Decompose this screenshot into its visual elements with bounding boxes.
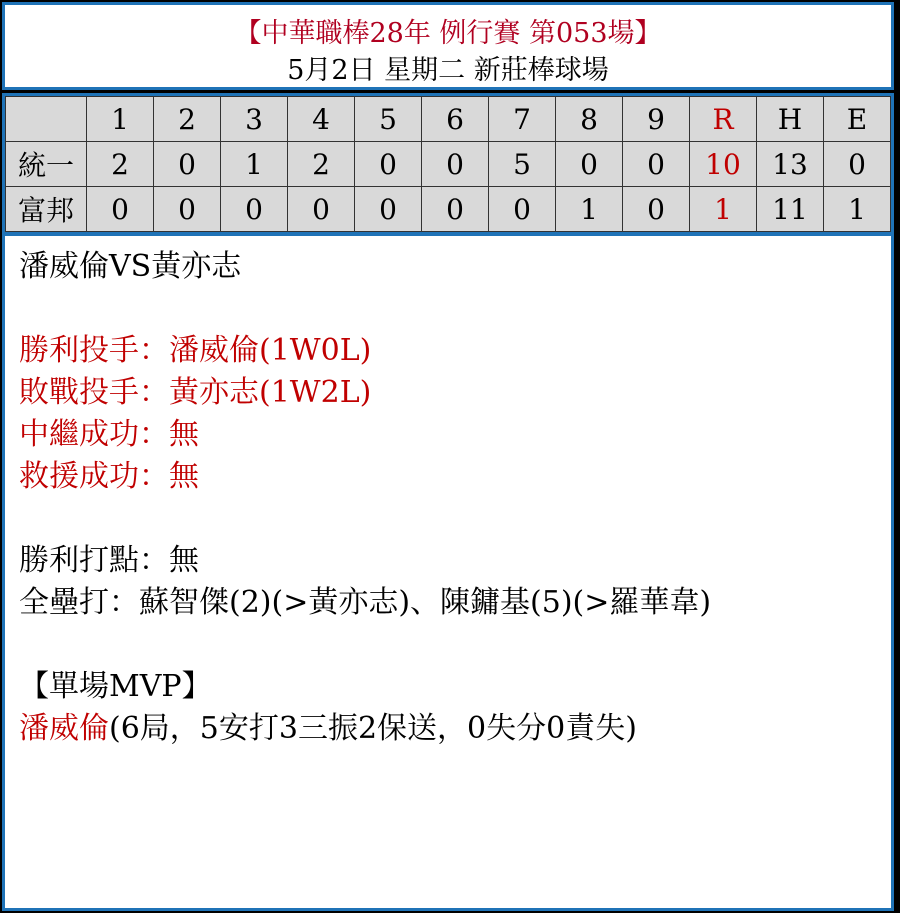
hits-header: H <box>757 97 824 142</box>
inning-score: 0 <box>623 142 690 187</box>
errors-total: 0 <box>824 142 891 187</box>
inning-score: 0 <box>422 187 489 232</box>
inning-header: 2 <box>154 97 221 142</box>
hits-total: 13 <box>757 142 824 187</box>
runs-header: R <box>690 97 757 142</box>
inning-score: 1 <box>221 142 288 187</box>
mvp-name: 潘威倫 <box>19 711 109 746</box>
inning-header: 6 <box>422 97 489 142</box>
inning-header: 5 <box>355 97 422 142</box>
errors-total: 1 <box>824 187 891 232</box>
winning-rbi: 勝利打點：無 <box>19 543 199 578</box>
inning-score: 0 <box>355 142 422 187</box>
mvp-heading: 【單場MVP】 <box>19 669 212 704</box>
inning-score: 2 <box>87 142 154 187</box>
inning-header: 3 <box>221 97 288 142</box>
loss-pitcher: 敗戰投手：黃亦志(1W2L) <box>19 375 372 410</box>
mvp-line <box>19 708 877 750</box>
game-summary <box>2 233 894 911</box>
game-date-venue: 5月2日 星期二 新莊棒球場 <box>287 55 609 86</box>
game-title: 【中華職棒28年 例行賽 第053場】 <box>234 18 662 49</box>
inning-score: 0 <box>422 142 489 187</box>
inning-score: 2 <box>288 142 355 187</box>
save: 救援成功：無 <box>19 459 199 494</box>
runs-total: 1 <box>690 187 757 232</box>
inning-score: 0 <box>623 187 690 232</box>
hits-total: 11 <box>757 187 824 232</box>
linescore-table <box>5 96 891 232</box>
game-header <box>2 2 894 90</box>
inning-score: 0 <box>288 187 355 232</box>
inning-header: 8 <box>556 97 623 142</box>
inning-header: 4 <box>288 97 355 142</box>
linescore-row-home <box>6 187 891 232</box>
inning-header: 9 <box>623 97 690 142</box>
inning-score: 1 <box>556 187 623 232</box>
linescore-row-away <box>6 142 891 187</box>
hold: 中繼成功：無 <box>19 417 199 452</box>
win-pitcher: 勝利投手：潘威倫(1W0L) <box>19 333 372 368</box>
team-name: 統一 <box>6 142 87 187</box>
inning-score: 0 <box>556 142 623 187</box>
inning-score: 0 <box>154 142 221 187</box>
runs-total: 10 <box>690 142 757 187</box>
inning-score: 0 <box>489 187 556 232</box>
team-name: 富邦 <box>6 187 87 232</box>
inning-score: 0 <box>154 187 221 232</box>
scoreboard <box>2 93 894 233</box>
matchup: 潘威倫VS黃亦志 <box>19 249 242 284</box>
inning-score: 5 <box>489 142 556 187</box>
mvp-stats: (6局，5安打3三振2保送，0失分0責失) <box>109 711 637 746</box>
linescore-header-row <box>6 97 891 142</box>
inning-score: 0 <box>355 187 422 232</box>
home-runs: 全壘打：蘇智傑(2)(>黃亦志)、陳鏞基(5)(>羅華韋) <box>19 585 712 620</box>
inning-header: 7 <box>489 97 556 142</box>
inning-score: 0 <box>87 187 154 232</box>
team-header-cell <box>6 97 87 142</box>
errors-header: E <box>824 97 891 142</box>
inning-score: 0 <box>221 187 288 232</box>
inning-header: 1 <box>87 97 154 142</box>
